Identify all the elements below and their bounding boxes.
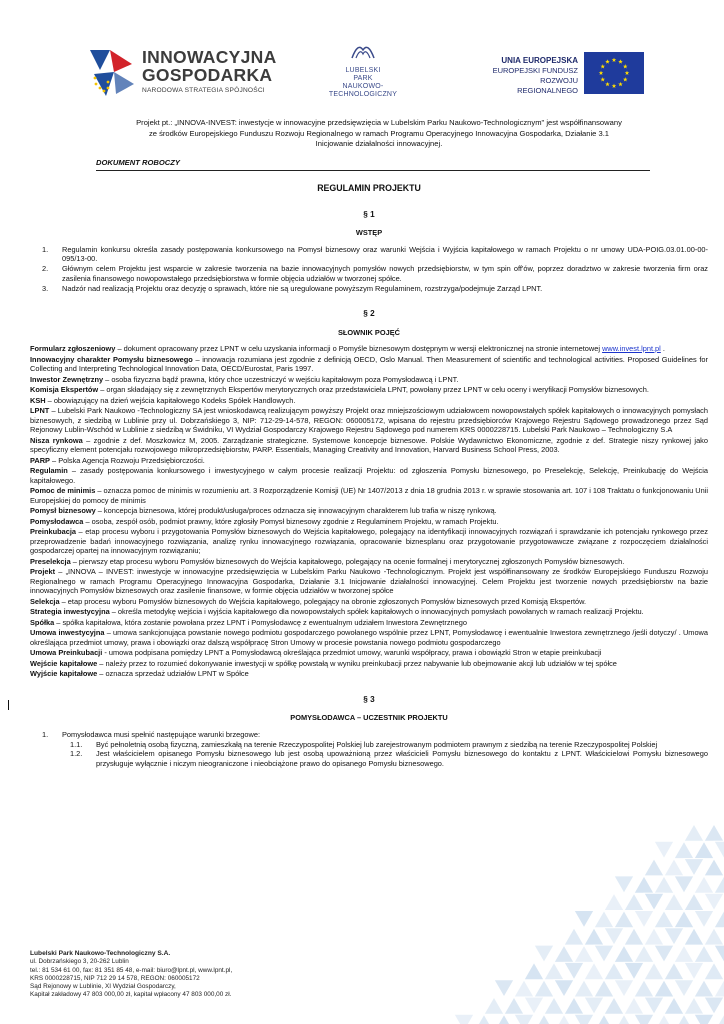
pattern-triangle — [684, 928, 704, 945]
pattern-triangle — [644, 962, 664, 979]
pattern-triangle — [674, 876, 694, 893]
eu-logo — [484, 52, 644, 96]
logo-ig-line1: INNOWACYJNA — [142, 47, 277, 67]
def-text: – określa metodykę wejścia i wyjścia kapitałowego dla nowopowstałych spółek kapitałowych o innowacyjnych pomysłach powołanych w ramach realizacji Projektu. — [109, 607, 644, 616]
pattern-triangle — [634, 945, 654, 962]
page-header — [0, 0, 724, 112]
pattern-triangle — [564, 962, 584, 979]
def-pomoc — [30, 486, 708, 505]
pattern-triangle — [534, 945, 554, 962]
s3-item-1-text: Pomysłodawca musi spełnić następujące warunki brzegowe: — [62, 729, 261, 739]
def-term: Umowa inwestycyjna — [30, 628, 105, 637]
footer-court: Sąd Rejonowy w Lublinie, XI Wydział Gospodarczy, — [30, 983, 176, 991]
def-regulamin — [30, 466, 708, 485]
s1-item-2 — [30, 264, 708, 283]
def-pomyslodawca — [30, 517, 708, 527]
def-text: – zgodnie z def. Moszkowicz M, 2005. Zarządzanie strategiczne. Systemowe koncepcje biznesowe. Polskie Wydawnictwo Ekonomiczne, zgodnie z def. Strategie niszy rynkowej jako specyficzny element potencjału rozwojowego mikroprzedsiębiorstw, PARP. Essentials, Managing Creativity and Innovation, Harvard Business School Press, 2003. — [30, 435, 708, 454]
margin-marker — [8, 700, 9, 710]
eu-star — [618, 59, 623, 63]
s1-item-3-number: 3. — [42, 283, 49, 293]
pattern-triangle — [644, 859, 664, 876]
pattern-triangle — [654, 911, 674, 928]
footer-company-name: Lubelski Park Naukowo-Technologiczny S.A. — [30, 950, 171, 957]
pattern-triangle — [564, 928, 584, 945]
def-text: – pierwszy etap procesu wyboru Pomysłów biznesowych do Wejścia kapitałowego, polegający na ocenie formalnej i merytorycznej zgłoszonych Pomysłów biznesowych. — [70, 556, 625, 566]
s3-subitem-1-1 — [30, 740, 708, 750]
eu-star — [623, 77, 628, 81]
innowacyjna-gospodarka-logo — [86, 44, 286, 100]
triangle-pattern — [424, 824, 724, 1024]
def-term: PARP — [30, 455, 50, 465]
pattern-triangle — [664, 859, 684, 876]
def-ksh — [30, 396, 708, 406]
def-projekt — [30, 567, 708, 596]
def-term: Preselekcja — [30, 556, 71, 566]
pattern-triangle — [694, 876, 714, 893]
def-text: – koncepcja biznesowa, której produkt/usługa/proces odznacza się innowacyjnym charakterem lub trafia w niszę rynkową. — [95, 506, 497, 515]
pattern-triangle — [684, 824, 704, 841]
def-spolka — [30, 618, 708, 628]
pattern-triangle — [704, 928, 724, 945]
def-text: – etap procesu wyboru i przygotowania Pomysłów biznesowych do Wejścia kapitałowego, polegający na identyfikacji innowacyjnych rozwiązań i sprawdzanie ich potencjału rynkowego przez przeprowadzenie badań innowacyjnego rozwiązania, analizę rynku innowacyjnego rozwiązania, opracowanie biznesplanu oraz przygotowanie przygotowawcze związane z rozpoczęciem działalności gospodarczej opartej na innowacyjnym rozwiązaniu; — [30, 527, 708, 555]
def-wejscie — [30, 659, 708, 669]
logo-lp-line2: PARK — [353, 75, 373, 82]
pattern-triangle — [654, 980, 674, 997]
pattern-triangle — [544, 997, 564, 1014]
def-term: Projekt — [30, 567, 56, 576]
eu-star — [623, 64, 628, 68]
pattern-triangle — [714, 1014, 724, 1024]
pattern-triangle — [704, 962, 724, 979]
pattern-triangle — [694, 911, 714, 928]
pattern-triangle — [654, 945, 674, 962]
pattern-triangle — [684, 997, 704, 1014]
section-3-title: POMYSŁODAWCA – UCZESTNIK PROJEKTU — [290, 713, 448, 722]
def-text: – oznacza sprzedaż udziałów LPNT w Spółce — [97, 669, 249, 678]
pattern-triangle — [614, 911, 634, 928]
pattern-triangle — [534, 1014, 554, 1024]
pattern-triangle — [584, 928, 604, 945]
pattern-triangle — [634, 1014, 654, 1024]
pattern-triangle — [654, 1014, 674, 1024]
pattern-triangle — [664, 997, 684, 1014]
eu-star — [605, 59, 610, 63]
def-text: – etap procesu wyboru Pomysłów biznesowych do Wejścia kapitałowego, polegający na obronie zgłoszonych Pomysłów biznesowych przed Komisją Ekspertów. — [59, 596, 587, 606]
section-1-title: WSTĘP — [355, 228, 383, 237]
pattern-triangle — [594, 980, 614, 997]
eu-star — [618, 82, 623, 86]
pattern-triangle — [624, 962, 644, 979]
footer-registry: KRS 0000228715, NIP 712 29 14 578, REGON: 060005172 — [30, 974, 200, 982]
document-title: REGULAMIN PROJEKTU — [317, 183, 421, 193]
eu-line3: ROZWOJU REGIONALNEGO — [517, 76, 578, 95]
pattern-triangle — [604, 928, 624, 945]
pattern-triangle — [624, 893, 644, 910]
pattern-triangle — [544, 962, 564, 979]
def-text: – obowiązujący na dzień wejścia kapitałowego Kodeks Spółek Handlowych. — [45, 395, 296, 405]
def-term: Innowacyjny charakter Pomysłu biznesowego — [30, 354, 193, 364]
pattern-triangle — [524, 997, 544, 1014]
def-text: – spółka kapitałowa, która zostanie powołana przez LPNT i Pomysłodawcę z ewentualnym udziałem Inwestora Zewnętrznego — [54, 617, 467, 627]
def-term: Wejście kapitałowe — [30, 658, 98, 668]
project-line-2: ze środków Europejskiego Funduszu Rozwoju Regionalnego w ramach Programu Operacyjnego Innowacyjna Gospodarka, Działanie 3.1 — [148, 128, 610, 138]
def-text-after: . — [660, 344, 665, 353]
eu-star — [625, 71, 630, 75]
pattern-triangle — [674, 945, 694, 962]
s3-item-1 — [30, 730, 708, 740]
pattern-triangle — [614, 980, 634, 997]
def-text: – organ składający się z zewnętrznych Ekspertów merytorycznych oraz przedstawiciela LPNT, powołany przez LPNT w celu oceny i weryfikacji Pomysłów biznesowych. — [98, 385, 649, 394]
s3-subitem-1-2-number: 1.2. — [70, 749, 83, 758]
pattern-triangle — [714, 911, 724, 928]
section-2-title: SŁOWNIK POJĘĆ — [337, 327, 400, 337]
section-2-symbol: § 2 — [363, 309, 375, 318]
def-text: – umowa sankcjonująca powstanie nowego podmiotu gospodarczego powołanego wspólnie przez LPNT, Pomysłodawcę i ewentualnie Inwestora zewnętrznego /jeśli dotyczy/ . Umowa określająca przedmiot umowy, prawa i obowiązki oraz dalszą współpracę Stron Umowy w procesie powstania nowego podmiotu gospodarczego — [30, 628, 709, 647]
pattern-triangle — [694, 1014, 714, 1024]
pattern-triangle — [644, 997, 664, 1014]
pattern-triangle — [514, 1014, 534, 1024]
pattern-triangle — [704, 893, 724, 910]
pattern-triangle — [694, 945, 714, 962]
s3-subitem-1-1-number: 1.1. — [70, 739, 83, 749]
header-divider — [96, 170, 650, 171]
pattern-triangle — [714, 945, 724, 962]
pattern-triangle — [644, 928, 664, 945]
def-text: – dokument opracowany przez LPNT w celu uzyskania informacji o Pomyśle biznesowym dostępnym w wersji elektronicznej na stronie internetowej — [115, 344, 603, 353]
pattern-triangle — [554, 1014, 574, 1024]
pattern-triangle — [554, 980, 574, 997]
def-text: – należy przez to rozumieć dokonywanie inwestycji w spółkę powstałą w wyniku preinkubacji przez nabywanie lub obejmowanie akcji lub udziałów w tej spółce — [97, 658, 617, 668]
def-term: Pomysłodawca — [30, 516, 84, 526]
section-3-symbol: § 3 — [363, 694, 375, 704]
def-preinkubacja — [30, 527, 708, 556]
pattern-triangle — [594, 1014, 614, 1024]
pattern-triangle — [574, 911, 594, 928]
def-komisja — [30, 385, 708, 395]
def-term: Wyjście kapitałowe — [30, 669, 98, 678]
pattern-triangle — [454, 1014, 474, 1024]
pattern-triangle — [694, 980, 714, 997]
def-term: Preinkubacja — [30, 527, 77, 536]
def-term: Spółka — [30, 617, 55, 627]
pattern-triangle — [604, 997, 624, 1014]
pattern-triangle — [614, 876, 634, 893]
def-text: – „INNOVA – INVEST: inwestycje w innowacyjne przedsięwzięcia w Lubelskim Parku Naukowo -Technologicznym. Projekt jest współfinansowany ze środków Europejskiego Funduszu Rozwoju Regionalnego w ramach Programu Operacyjnego Innowacyjna Gospodarka, Działanie 3.1 Inicjowanie działalności innowacyjnej. Celem Projektu jest tworzenie nowych przedsiębiorstw na bazie innowacyjnych Pomysłów biznesowych oraz zasilenie finansowe, w formie objęcia udziałów w tworzonej spółce — [30, 567, 708, 595]
pattern-triangle — [624, 928, 644, 945]
logo-lp-line4: TECHNOLOGICZNY — [328, 91, 398, 98]
section-1-symbol: § 1 — [363, 209, 375, 219]
def-term: Pomysł biznesowy — [30, 506, 96, 515]
project-line-3: Inicjowanie działalności innowacyjnej. — [315, 139, 443, 148]
pattern-triangle — [634, 980, 654, 997]
def-wyjscie — [30, 669, 708, 679]
pattern-triangle — [574, 945, 594, 962]
def-selekcja — [30, 597, 708, 607]
def-inwestor — [30, 375, 708, 385]
pattern-triangle — [584, 962, 604, 979]
def-text: - umowa podpisana pomiędzy LPNT a Pomysłodawcą określająca przedmiot umowy, warunki współpracy, prawa i obowiązki Stron w etapie preinkubacji — [102, 648, 602, 657]
pattern-triangle — [694, 841, 714, 858]
pattern-triangle — [574, 1014, 594, 1024]
s1-item-1-number: 1. — [42, 244, 49, 254]
def-text: – zasady postępowania konkursowego i inwestycyjnego w całym procesie realizacji Projektu: od zgłoszenia Pomysłu biznesowego, po Preselekcję, Selekcję, Preinkubację do Wejścia kapitałowego. — [30, 466, 708, 485]
s1-item-2-number: 2. — [42, 264, 49, 273]
def-lpnt — [30, 406, 708, 435]
pattern-triangle — [704, 997, 724, 1014]
pattern-triangle — [714, 876, 724, 893]
pattern-triangle — [674, 841, 694, 858]
footer-contact: tel.: 81 534 61 00, fax: 81 351 85 48, e-mail: biuro@lpnt.pl, www.lpnt.pl, — [30, 966, 233, 974]
eu-star — [599, 71, 604, 75]
pattern-triangle — [684, 893, 704, 910]
pattern-triangle — [674, 1014, 694, 1024]
lubelski-park-logo — [328, 40, 398, 102]
pattern-triangle — [714, 980, 724, 997]
def-text: – Lubelski Park Naukowo -Technologiczny SA jest wnioskodawcą realizującym powyższy Projekt oraz mniejszościowym udziałowcem nowopowstałych spółek kapitałowych o innowacyjnych pomysłach biznesowych, z siedzibą w Lublinie przy ul. Dobrzańskiego 3, NIP: 712-29-14-578, REGON: 060005172, wpisana do rejestru przedsiębiorców Krajowego Rejestru Sądowego prowadzonego przez Sąd Rejonowy Lublin-Wschód w Lublinie z siedzibą w Świdniku, VI Wydział Gospodarczy Krajowego Rejestru Sądowego pod numerem KRS 0000228715. Lubelski Park Naukowo – Technologiczny S.A — [30, 406, 708, 434]
s1-item-2-text: Głównym celem Projektu jest wsparcie w zakresie tworzenia na bazie innowacyjnych pomysłów nowych przedsiębiorstw, w tym spin off'ów, poprzez doradztwo w zakresie tworzenia firm oraz zasilenia finansowego nowopowstałego przedsiębiorstwa w formie objęcia udziałów w tworzonej spółce. — [62, 264, 708, 283]
lp-emblem-icon — [348, 40, 378, 62]
def-text: – innowacja rozumiana jest zgodnie z definicją OECD, Oslo Manual. Then Measurement of scientific and technological activities. Proposed Guidelines for Collecting and Interpreting Technological Innovation Data, OECD/Eurostat, Paris 1997. — [30, 354, 708, 373]
pattern-triangle — [674, 980, 694, 997]
pattern-triangle — [534, 980, 554, 997]
pattern-triangle — [504, 997, 524, 1014]
project-info — [96, 118, 662, 150]
pattern-triangle — [494, 1014, 514, 1024]
def-text: – Polska Agencja Rozwoju Przedsiębiorczości. — [49, 455, 205, 465]
def-text: – osoba fizyczna bądź prawna, który chce uczestniczyć w wejściu kapitałowym poza Pomysłodawcą i LPNT. — [103, 374, 459, 384]
pattern-triangle — [654, 841, 674, 858]
def-parp — [30, 456, 708, 466]
def-umowa-inwestycyjna — [30, 628, 708, 647]
def-nisza — [30, 436, 708, 455]
pattern-triangle — [704, 824, 724, 841]
pattern-triangle — [664, 928, 684, 945]
pattern-triangle — [604, 893, 624, 910]
pattern-triangle — [614, 1014, 634, 1024]
def-innowacyjny — [30, 355, 708, 374]
pattern-triangle — [604, 962, 624, 979]
def-term: Inwestor Zewnętrzny — [30, 374, 104, 384]
document-label: DOKUMENT ROBOCZY — [96, 158, 180, 167]
eu-star — [612, 84, 617, 88]
pattern-triangle — [664, 962, 684, 979]
invest-link[interactable]: www.invest.lpnt.pl — [602, 344, 661, 353]
pattern-triangle — [574, 980, 594, 997]
s1-item-3 — [30, 284, 708, 294]
pattern-triangle — [594, 911, 614, 928]
eu-star — [605, 82, 610, 86]
project-line-1: Projekt pt.: „INNOVA-INVEST: inwestycje w innowacyjne przedsięwzięcia w Lubelskim Parku Naukowo-Technologicznym" jest współfinansowany — [136, 118, 622, 127]
pattern-triangle — [664, 893, 684, 910]
pattern-triangle — [474, 1014, 494, 1024]
pattern-triangle — [684, 962, 704, 979]
s3-item-1-number: 1. — [42, 729, 49, 739]
document-body — [30, 176, 708, 768]
pattern-triangle — [554, 945, 574, 962]
s1-item-3-text: Nadzór nad realizacją Projektu oraz decyzję o sprawach, które nie są uregulowane powyższym Regulaminem, rozstrzyga/podejmuje Zarząd LPNT. — [62, 283, 543, 293]
def-strategia — [30, 607, 708, 617]
def-preselekcja — [30, 557, 708, 567]
eu-star — [600, 64, 605, 68]
pattern-triangle — [494, 980, 514, 997]
pattern-triangle — [674, 911, 694, 928]
def-text: – osoba, zespół osób, podmiot prawny, które zgłosiły Pomysł biznesowy zgodnie z Regulaminem Projektu, w ramach Projektu. — [83, 516, 499, 526]
pattern-triangle — [654, 876, 674, 893]
s3-subitem-1-2-text: Jest właścicielem opisanego Pomysłu biznesowego lub jest osobą upoważnioną przez właścicieli Pomysłu biznesowego do kontaktu z LPNT. Właścicielowi Pomysłu biznesowego przysługuje wyłącznie i niczym nieograniczone i nieobciążone prawo do opisanego Pomysłu biznesowego. — [96, 749, 708, 768]
s3-subitem-1-2 — [30, 749, 708, 768]
logo-ig-line2: GOSPODARKA — [142, 65, 273, 85]
def-pomysl — [30, 506, 708, 516]
eu-line2: EUROPEJSKI FUNDUSZ — [492, 66, 578, 75]
pattern-triangle — [634, 911, 654, 928]
pattern-triangle — [684, 859, 704, 876]
def-term: Formularz zgłoszeniowy — [30, 344, 116, 353]
logo-lp-line3: NAUKOWO- — [342, 83, 384, 90]
s1-item-1 — [30, 245, 708, 264]
ig-emblem-icon — [86, 44, 140, 100]
pattern-triangle — [584, 997, 604, 1014]
pattern-triangle — [594, 945, 614, 962]
def-umowa-preinkubacji — [30, 648, 708, 658]
pattern-triangle — [644, 893, 664, 910]
pattern-triangle — [704, 859, 724, 876]
def-term: KSH — [30, 395, 46, 405]
eu-flag-icon — [584, 52, 644, 94]
def-formularz — [30, 344, 708, 354]
pattern-triangle — [624, 997, 644, 1014]
def-term: Nisza rynkowa — [30, 435, 83, 445]
pattern-triangle — [484, 997, 504, 1014]
pattern-triangle — [524, 962, 544, 979]
pattern-triangle — [714, 841, 724, 858]
def-term: Strategia inwestycyjna — [30, 607, 110, 616]
def-term: Regulamin — [30, 466, 68, 475]
eu-star — [612, 58, 617, 62]
def-text: – oznacza pomoc de minimis w rozumieniu art. 3 Rozporządzenie Komisji (UE) Nr 1407/2013 z dnia 18 grudnia 2013 r. w sprawie stosowania art. 107 i 108 Traktatu o funkcjonowaniu Unii Europejskiej do pomocy de minimis — [30, 486, 708, 505]
logo-lp-line1: LUBELSKI — [345, 67, 381, 74]
s3-subitem-1-1-text: Być pełnoletnią osobą fizyczną, zamieszkałą na terenie Rzeczypospolitej Polskiej lub zarejestrowanym podmiotem prawnym z siedzibą na terenie Rzeczypospolitej Polskiej — [96, 739, 658, 749]
footer-address: ul. Dobrzańskiego 3, 20-262 Lublin — [30, 958, 129, 966]
footer-capital: Kapitał zakładowy 47 803 000,00 zł, kapitał wpłacony 47 803 000,00 zł. — [30, 991, 232, 999]
s1-item-1-text: Regulamin konkursu określa zasady postępowania konkursowego na Pomysł biznesowy oraz warunki Wejścia i Wyjścia kapitałowego w ramach Projektu o nr umowy UDA-POIG.03.01.00-00-095/13-00. — [62, 244, 708, 263]
def-term: Komisja Ekspertów — [30, 385, 99, 394]
eu-star — [600, 77, 605, 81]
def-term: Pomoc de minimis — [30, 486, 96, 495]
logo-ig-line3: NARODOWA STRATEGIA SPÓJNOŚCI — [142, 87, 265, 94]
pattern-triangle — [564, 997, 584, 1014]
eu-line1: UNIA EUROPEJSKA — [501, 56, 578, 65]
pattern-triangle — [514, 980, 534, 997]
def-term: LPNT — [30, 406, 50, 415]
def-term: Umowa Preinkubacji — [30, 648, 103, 657]
page-footer — [30, 950, 232, 1000]
pattern-triangle — [634, 876, 654, 893]
def-term: Selekcja — [30, 596, 60, 606]
pattern-triangle — [614, 945, 634, 962]
